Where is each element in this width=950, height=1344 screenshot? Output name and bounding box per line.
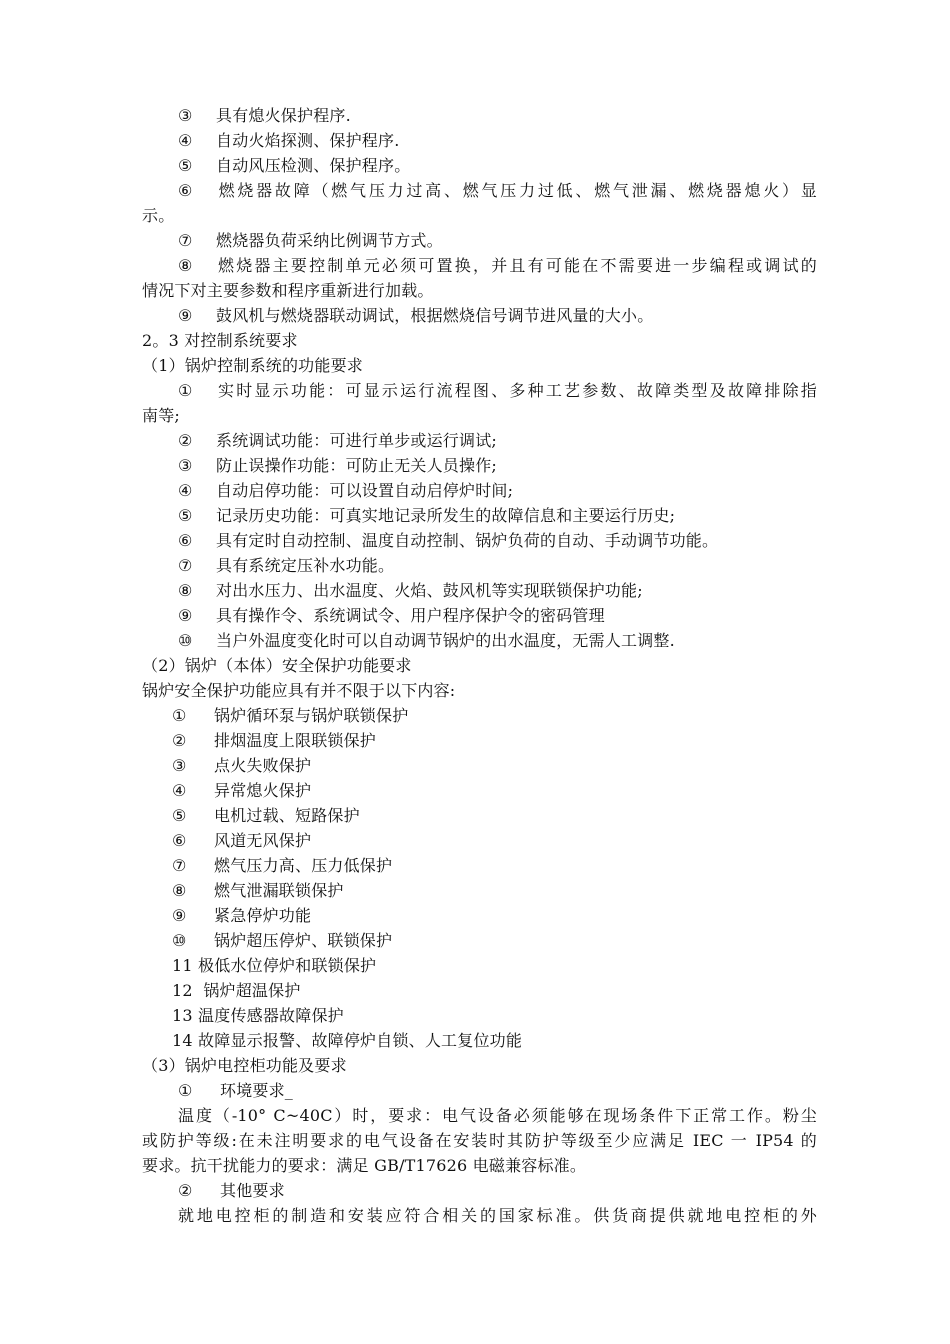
subsection-heading: （2）锅炉（本体）安全保护功能要求 — [142, 656, 412, 675]
list-item: ② 其他要求 — [178, 1181, 285, 1200]
list-item: ⑦ 燃烧器负荷采纳比例调节方式。 — [178, 231, 443, 250]
list-item: ⑤ 电机过载、短路保护 — [172, 806, 360, 825]
list-item: ⑦ 燃气压力高、压力低保护 — [172, 856, 393, 875]
text-line: 示。 — [142, 206, 175, 225]
subsection-heading: （1）锅炉控制系统的功能要求 — [142, 356, 363, 375]
list-item: ⑤ 自动风压检测、保护程序。 — [178, 156, 411, 175]
paragraph-line: 或防护等级:在未注明要求的电气设备在安装时其防护等级至少应满足 IEC 一 IP54 的 — [142, 1131, 817, 1150]
list-item: ⑤ 记录历史功能：可真实地记录所发生的故障信息和主要运行历史; — [178, 506, 676, 525]
list-item: ① 实时显示功能：可显示运行流程图、多种工艺参数、故障类型及故障排除指 — [178, 381, 817, 400]
list-item: ⑨ 鼓风机与燃烧器联动调试，根据燃烧信号调节进风量的大小。 — [178, 306, 654, 325]
list-item: ④ 异常熄火保护 — [172, 781, 312, 800]
list-item: 13 温度传感器故障保护 — [172, 1006, 344, 1025]
list-item: ⑩ 锅炉超压停炉、联锁保护 — [172, 931, 393, 950]
text-line: 南等; — [142, 406, 180, 425]
list-item: ⑧ 燃气泄漏联锁保护 — [172, 881, 344, 900]
list-item: ⑨ 具有操作令、系统调试令、用户程序保护令的密码管理 — [178, 606, 605, 625]
list-item: 12 锅炉超温保护 — [172, 981, 301, 1000]
list-item: ⑨ 紧急停炉功能 — [172, 906, 312, 925]
list-item: ④ 自动火焰探测、保护程序. — [178, 131, 400, 150]
paragraph-line: 要求。抗干扰能力的要求：满足 GB/T17626 电磁兼容标准。 — [142, 1156, 587, 1175]
list-item: ⑥ 具有定时自动控制、温度自动控制、锅炉负荷的自动、手动调节功能。 — [178, 531, 719, 550]
text-line: 情况下对主要参数和程序重新进行加载。 — [142, 281, 434, 300]
list-item: ⑥ 燃烧器故障（燃气压力过高、燃气压力过低、燃气泄漏、燃烧器熄火）显 — [178, 181, 817, 200]
list-item: ⑧ 对出水压力、出水温度、火焰、鼓风机等实现联锁保护功能; — [178, 581, 643, 600]
list-item: 11 极低水位停炉和联锁保护 — [172, 956, 377, 975]
section-heading: 2。3 对控制系统要求 — [142, 331, 298, 350]
list-item: ⑦ 具有系统定压补水功能。 — [178, 556, 395, 575]
list-item: ③ 点火失败保护 — [172, 756, 312, 775]
list-item: ③ 防止误操作功能：可防止无关人员操作; — [178, 456, 497, 475]
text-line: 锅炉安全保护功能应具有并不限于以下内容: — [142, 681, 456, 700]
list-item: ③ 具有熄火保护程序. — [178, 106, 351, 125]
paragraph-line: 就地电控柜的制造和安装应符合相关的国家标准。供货商提供就地电控柜的外 — [178, 1206, 817, 1225]
paragraph-line: 温度（-10° C~40C）时，要求：电气设备必须能够在现场条件下正常工作。粉尘 — [178, 1106, 817, 1125]
list-item: ⑧ 燃烧器主要控制单元必须可置换，并且有可能在不需要进一步编程或调试的 — [178, 256, 817, 275]
list-item: ⑩ 当户外温度变化时可以自动调节锅炉的出水温度，无需人工调整. — [178, 631, 675, 650]
list-item: ① 锅炉循环泵与锅炉联锁保护 — [172, 706, 409, 725]
list-item: ① 环境要求_ — [178, 1081, 294, 1100]
list-item: ② 系统调试功能：可进行单步或运行调试; — [178, 431, 497, 450]
list-item: ② 排烟温度上限联锁保护 — [172, 731, 377, 750]
list-item: 14 故障显示报警、故障停炉自锁、人工复位功能 — [172, 1031, 523, 1050]
list-item: ④ 自动启停功能：可以设置自动启停炉时间; — [178, 481, 514, 500]
subsection-heading: （3）锅炉电控柜功能及要求 — [142, 1056, 347, 1075]
list-item: ⑥ 风道无风保护 — [172, 831, 312, 850]
